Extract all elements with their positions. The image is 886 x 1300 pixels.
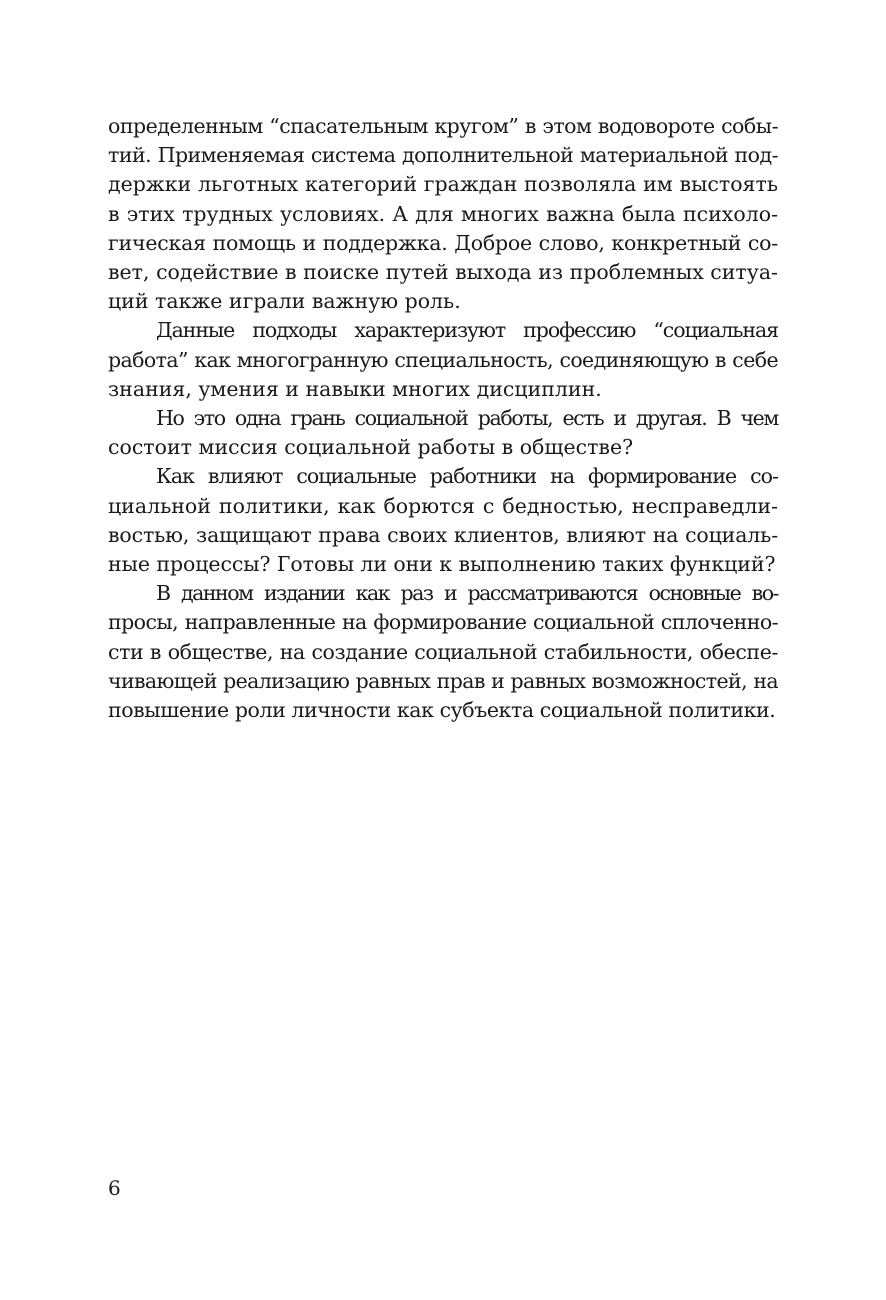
- paragraph-3: [108, 404, 778, 462]
- body-text: [108, 112, 778, 725]
- text-line: Как влияют социальные работники на формирование со-: [156, 464, 778, 489]
- text-line: вет, содействие в поиске путей выхода из проблемных ситуа-: [108, 260, 778, 285]
- text-line: держки льготных категорий граждан позволяла им выстоять: [108, 172, 778, 197]
- text-line: знания, умения и навыки многих дисциплин.: [108, 376, 602, 401]
- text-line: состоит миссия социальной работы в обществе?: [108, 435, 634, 460]
- text-line: Но это одна грань социальной работы, есть и другая. В чем: [156, 406, 778, 431]
- text-line: ций также играли важную роль.: [108, 289, 461, 314]
- text-line: чивающей реализацию равных прав и равных возможностей, на: [108, 668, 778, 693]
- text-line: повышение роли личности как субъекта социальной политики.: [108, 698, 776, 723]
- text-line: Данные подходы характеризуют профессию “социальная: [156, 318, 778, 343]
- paragraph-5: [108, 579, 778, 725]
- page-number: 6: [108, 1176, 121, 1200]
- text-line: ные процессы? Готовы ли они к выполнению таких функций?: [108, 552, 776, 577]
- text-line: определенным “спасательным кругом” в этом водовороте собы-: [108, 114, 778, 138]
- text-line: востью, защищают права своих клиентов, влияют на социаль-: [108, 522, 778, 547]
- text-line: просы, направленные на формирование социальной сплоченно-: [108, 610, 778, 635]
- text-line: работа” как многогранную специальность, соединяющую в себе: [108, 347, 778, 372]
- paragraph-2: [108, 316, 778, 404]
- text-line: В данном издании как раз и рассматриваются основные во-: [156, 581, 778, 606]
- text-line: в этих трудных условиях. А для многих важна была психоло-: [108, 201, 778, 226]
- paragraph-1: [108, 112, 778, 316]
- text-line: гическая помощь и поддержка. Доброе слово, конкретный со-: [108, 230, 778, 255]
- text-line: тий. Применяемая система дополнительной материальной под-: [108, 143, 778, 168]
- paragraph-4: [108, 462, 778, 579]
- text-line: циальной политики, как борются с бедностью, несправедли-: [108, 493, 778, 518]
- text-line: сти в обществе, на создание социальной стабильности, обеспе-: [108, 639, 778, 664]
